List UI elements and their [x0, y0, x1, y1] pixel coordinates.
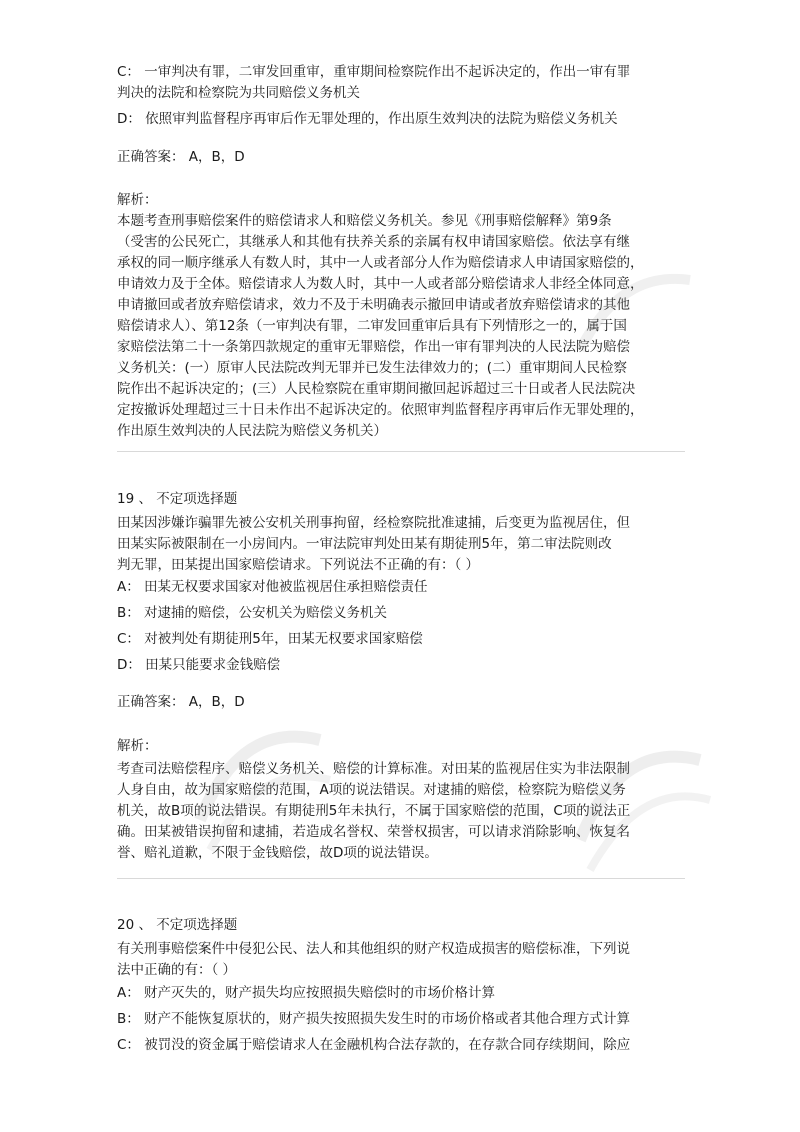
analysis-line: （受害的公民死亡，其继承人和其他有扶养关系的亲属有权申请国家赔偿。依法享有继 [117, 234, 630, 250]
watermark-logo-icon [560, 250, 700, 370]
analysis-line: 承权的同一顺序继承人有数人时，其中一人或者部分人作为赔偿请求人申请国家赔偿的， [117, 255, 644, 271]
q18-analysis-label: 解析： [117, 192, 158, 208]
analysis-line: 作出原生效判决的人民法院为赔偿义务机关） [117, 423, 387, 439]
analysis-line: 本题考查刑事赔偿案件的赔偿请求人和赔偿义务机关。参见《刑事赔偿解释》第9条 [117, 213, 612, 229]
q20-options [117, 983, 687, 1061]
q18-options [117, 62, 687, 135]
q19-stem [117, 513, 687, 576]
option-line: 判决的法院和检察院为共同赔偿义务机关 [117, 85, 360, 101]
analysis-line: 家赔偿法第二十一条第四款规定的重审无罪赔偿，作出一审有罪判决的人民法院为赔偿 [117, 339, 630, 355]
analysis-line: 申请效力及于全体。赔偿请求人为数人时，其中一人或者部分赔偿请求人非经全体同意， [117, 276, 644, 292]
q20-option-a: A： 财产灭失的，财产损失均应按照损失赔偿时的市场价格计算 [117, 985, 496, 1001]
watermark-logo-icon [180, 700, 340, 870]
analysis-line: 机关，故B项的说法错误。有期徒刑5年未执行，不属于国家赔偿的范围，C项的说法正 [117, 803, 631, 819]
q19-option-a: A： 田某无权要求国家对他被监视居住承担赔偿责任 [117, 579, 428, 595]
analysis-line: 院作出不起诉决定的；(三）人民检察院在重审期间撤回起诉超过三十日或者人民法院决 [117, 381, 636, 397]
q19-answer: 正确答案： A，B，D [117, 694, 245, 710]
q18-option-c [117, 62, 687, 104]
q19-option-d: D： 田某只能要求金钱赔偿 [117, 657, 281, 673]
divider [117, 451, 685, 452]
stem-line: 法中正确的有：（ ） [117, 962, 237, 978]
q19-analysis-label: 解析： [117, 738, 158, 754]
watermark-logo-icon [560, 720, 720, 890]
q20-option-b: B： 财产不能恢复原状的，财产损失按照损失发生时的市场价格或者其他合理方式计算 [117, 1011, 631, 1027]
q19-option-b: B： 对逮捕的赔偿，公安机关为赔偿义务机关 [117, 605, 388, 621]
q19-option-c: C： 对被判处有期徒刑5年，田某无权要求国家赔偿 [117, 631, 423, 647]
q20-title: 20 、 不定项选择题 [117, 917, 238, 933]
stem-line: 田某因涉嫌诈骗罪先被公安机关刑事拘留，经检察院批准逮捕，后变更为监视居住，但 [117, 515, 630, 531]
q20-stem [117, 939, 687, 981]
analysis-line: 赔偿请求人）、第12条（一审判决有罪，二审发回重审后具有下列情形之一的，属于国 [117, 318, 627, 334]
analysis-line: 人身自由，故为国家赔偿的范围，A项的说法错误。对逮捕的赔偿，检察院为赔偿义务 [117, 782, 626, 798]
stem-line: 田某实际被限制在一小房间内。一审法院审判处田某有期徒刑5年，第二审法院则改 [117, 536, 612, 552]
q18-option-d [117, 109, 687, 130]
stem-line: 判无罪，田某提出国家赔偿请求。下列说法不正确的有：（ ） [117, 557, 480, 573]
option-line: C： 一审判决有罪，二审发回重审，重审期间检察院作出不起诉决定的，作出一审有罪 [117, 64, 631, 80]
stem-line: 有关刑事赔偿案件中侵犯公民、法人和其他组织的财产权造成损害的赔偿标准，下列说 [117, 941, 630, 957]
analysis-line: 申请撤回或者放弃赔偿请求，效力不及于未明确表示撤回申请或者放弃赔偿请求的其他 [117, 297, 630, 313]
q19-title: 19 、 不定项选择题 [117, 491, 238, 507]
q18-answer: 正确答案： A，B，D [117, 149, 245, 165]
analysis-line: 确。田某被错误拘留和逮捕，若造成名誉权、荣誉权损害，可以请求消除影响、恢复名 [117, 824, 630, 840]
option-line: D： 依照审判监督程序再审后作无罪处理的，作出原生效判决的法院为赔偿义务机关 [117, 111, 618, 127]
analysis-line: 义务机关：(一）原审人民法院改判无罪并已发生法律效力的；(二）重审期间人民检察 [117, 360, 628, 376]
q20-option-c: C： 被罚没的资金属于赔偿请求人在金融机构合法存款的，在存款合同存续期间，除应 [117, 1037, 631, 1053]
analysis-line: 誉、赔礼道歉，不限于金钱赔偿，故D项的说法错误。 [117, 845, 438, 861]
analysis-line: 定按撤诉处理超过三十日未作出不起诉决定的。依照审判监督程序再审后作无罪处理的， [117, 402, 644, 418]
analysis-line: 考查司法赔偿程序、赔偿义务机关、赔偿的计算标准。对田某的监视居住实为非法限制 [117, 761, 630, 777]
q19-options [117, 577, 687, 681]
